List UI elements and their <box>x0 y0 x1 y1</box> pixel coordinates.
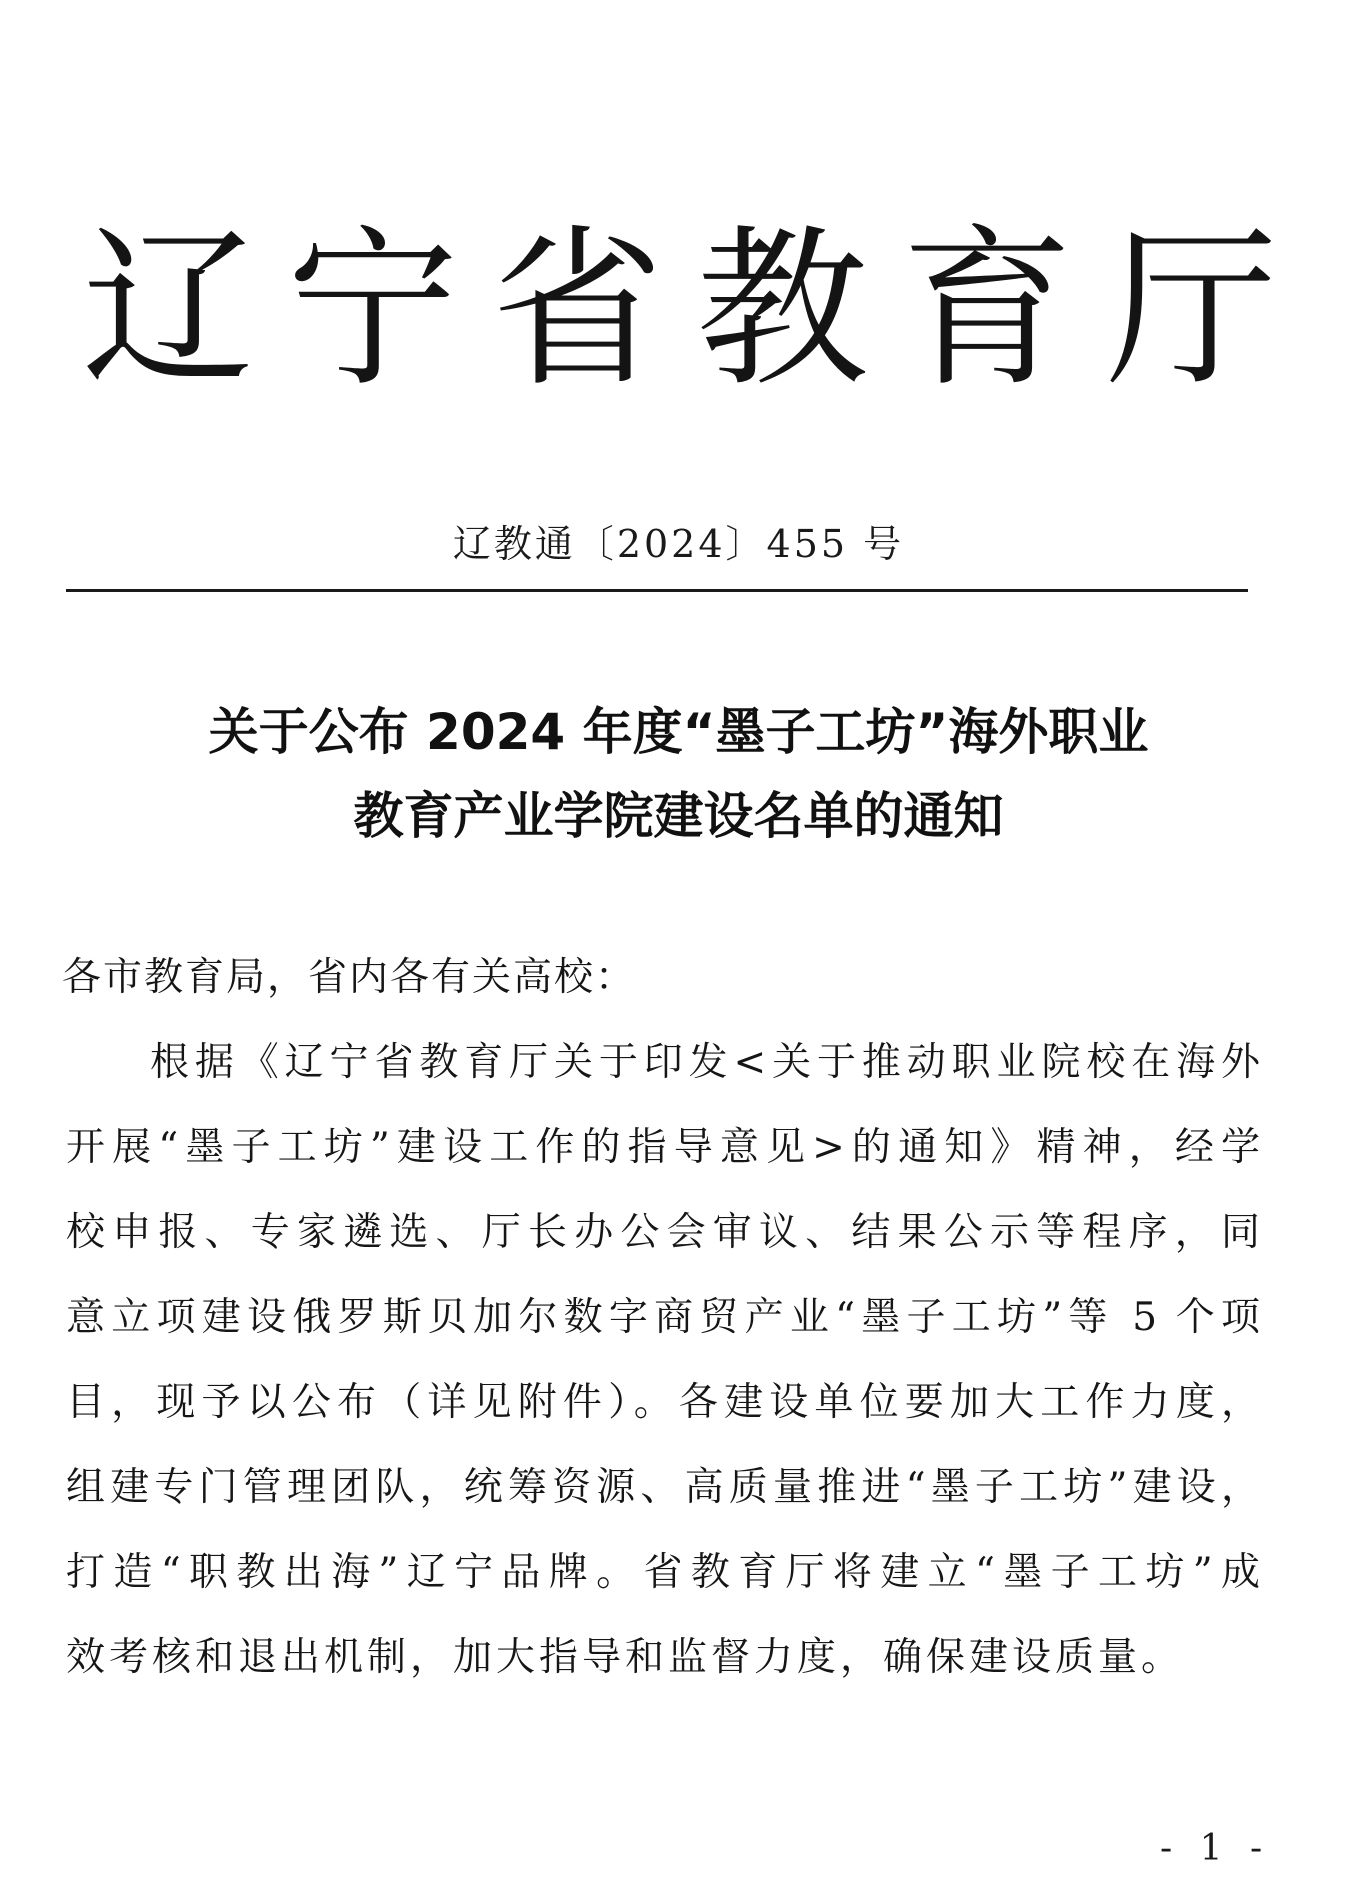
title-line-2: 教育产业学院建设名单的通知 <box>353 787 1004 845</box>
body-line: 开展“墨子工坊”建设工作的指导意见>的通知》精神，经学 <box>66 1125 1260 1170</box>
letterhead-char: 教 <box>696 209 869 410</box>
letterhead-char: 厅 <box>1105 209 1278 410</box>
body-line: 效考核和退出机制，加大指导和监督力度，确保建设质量。 <box>66 1635 1185 1680</box>
header-divider <box>66 589 1248 592</box>
letterhead-char: 省 <box>491 209 664 410</box>
salutation: 各市教育局，省内各有关高校： <box>62 955 637 1000</box>
document-number: 辽教通〔2024〕455 号 <box>452 522 905 566</box>
letterhead-char: 育 <box>901 209 1074 410</box>
page-number: - 1 - <box>1160 1828 1271 1869</box>
letterhead-char: 宁 <box>286 209 459 410</box>
document-title <box>0 690 1357 858</box>
body-line: 组建专门管理团队，统筹资源、高质量推进“墨子工坊”建设， <box>66 1465 1260 1510</box>
letterhead-char: 辽 <box>82 209 254 410</box>
agency-letterhead <box>80 209 1280 410</box>
body-line: 根据《辽宁省教育厅关于印发<关于推动职业院校在海外 <box>150 1040 1260 1085</box>
body-line: 意立项建设俄罗斯贝加尔数字商贸产业“墨子工坊”等 5 个项 <box>66 1295 1260 1340</box>
title-line-1: 关于公布 2024 年度“墨子工坊”海外职业 <box>208 703 1149 761</box>
body-line: 校申报、专家遴选、厅长办公会审议、结果公示等程序，同 <box>66 1210 1260 1255</box>
body-line: 目，现予以公布（详见附件）。各建设单位要加大工作力度， <box>66 1380 1260 1425</box>
body-line: 打造“职教出海”辽宁品牌。省教育厅将建立“墨子工坊”成 <box>66 1550 1260 1595</box>
